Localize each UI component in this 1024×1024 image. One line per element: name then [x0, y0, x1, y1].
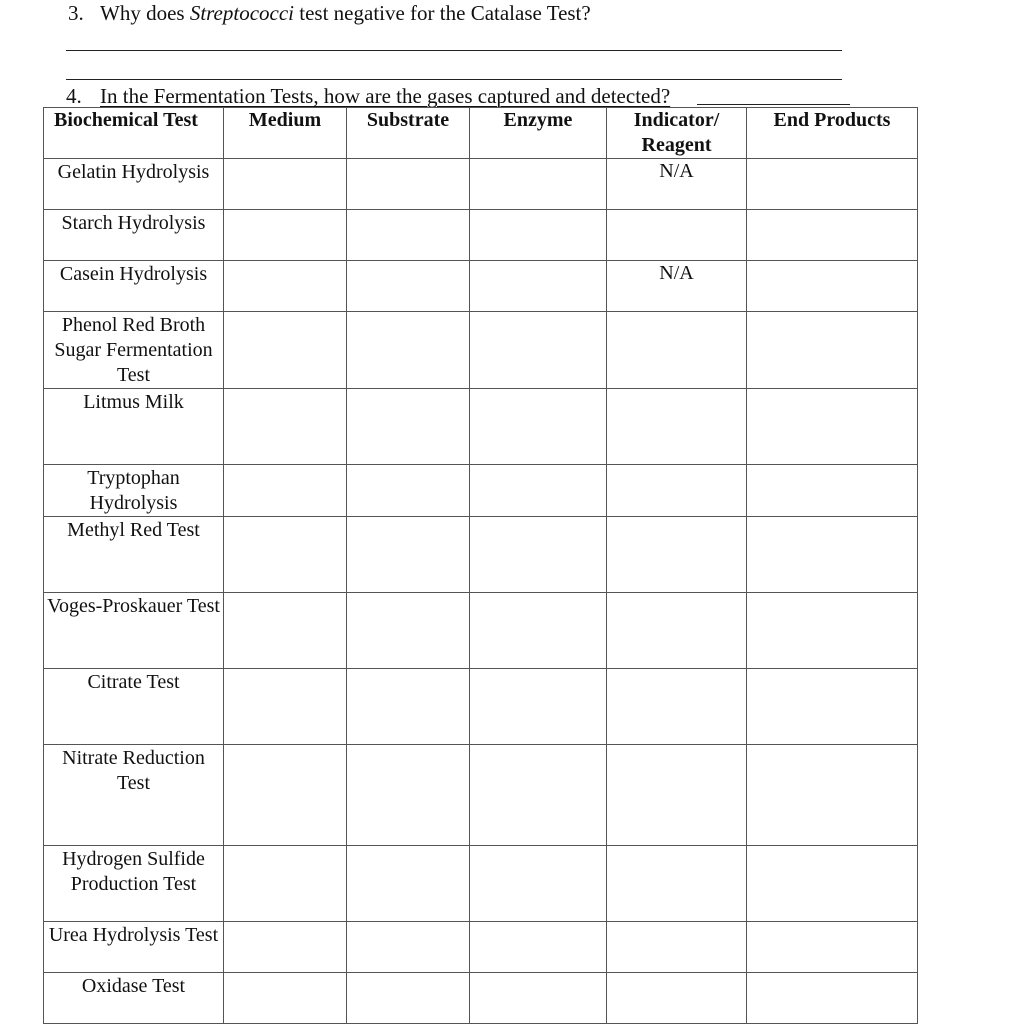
table-row — [44, 465, 918, 517]
enzyme-cell[interactable] — [470, 745, 607, 846]
header-end-products: End Products — [747, 108, 918, 159]
table-row — [44, 210, 918, 261]
medium-cell[interactable] — [224, 389, 347, 465]
answer-line-1[interactable] — [66, 50, 842, 51]
substrate-cell[interactable] — [347, 312, 470, 389]
substrate-cell[interactable] — [347, 973, 470, 1024]
end-products-cell[interactable] — [747, 745, 918, 846]
medium-cell[interactable] — [224, 973, 347, 1024]
end-products-cell[interactable] — [747, 389, 918, 465]
substrate-cell[interactable] — [347, 389, 470, 465]
medium-cell[interactable] — [224, 745, 347, 846]
enzyme-cell[interactable] — [470, 973, 607, 1024]
substrate-cell[interactable] — [347, 261, 470, 312]
indicator-cell[interactable]: N/A — [607, 159, 747, 210]
question-4-text: In the Fermentation Tests, how are the gases captured and detected? — [100, 84, 671, 108]
medium-cell[interactable] — [224, 669, 347, 745]
table-row — [44, 922, 918, 973]
question-4-answer-line[interactable] — [697, 104, 850, 105]
enzyme-cell[interactable] — [470, 159, 607, 210]
substrate-cell[interactable] — [347, 465, 470, 517]
substrate-cell[interactable] — [347, 745, 470, 846]
end-products-cell[interactable] — [747, 517, 918, 593]
indicator-cell[interactable]: N/A — [607, 261, 747, 312]
header-medium: Medium — [224, 108, 347, 159]
medium-cell[interactable] — [224, 465, 347, 517]
header-substrate: Substrate — [347, 108, 470, 159]
test-name-cell: Litmus Milk — [44, 389, 224, 465]
indicator-cell[interactable] — [607, 465, 747, 517]
enzyme-cell[interactable] — [470, 593, 607, 669]
table-row — [44, 159, 918, 210]
test-name-cell: Hydrogen Sulfide Production Test — [44, 846, 224, 922]
medium-cell[interactable] — [224, 517, 347, 593]
substrate-cell[interactable] — [347, 210, 470, 261]
medium-cell[interactable] — [224, 210, 347, 261]
medium-cell[interactable] — [224, 846, 347, 922]
indicator-cell[interactable] — [607, 922, 747, 973]
test-name-cell: Nitrate Reduction Test — [44, 745, 224, 846]
test-name-cell: Oxidase Test — [44, 973, 224, 1024]
substrate-cell[interactable] — [347, 669, 470, 745]
question-4 — [66, 83, 670, 109]
biochemical-tests-table — [43, 107, 918, 1024]
test-name-cell: Phenol Red Broth Sugar Fermentation Test — [44, 312, 224, 389]
indicator-cell[interactable] — [607, 973, 747, 1024]
end-products-cell[interactable] — [747, 669, 918, 745]
end-products-cell[interactable] — [747, 922, 918, 973]
substrate-cell[interactable] — [347, 593, 470, 669]
substrate-cell[interactable] — [347, 846, 470, 922]
test-name-cell: Methyl Red Test — [44, 517, 224, 593]
indicator-cell[interactable] — [607, 389, 747, 465]
indicator-cell[interactable] — [607, 745, 747, 846]
enzyme-cell[interactable] — [470, 389, 607, 465]
table-row — [44, 517, 918, 593]
table-row — [44, 745, 918, 846]
enzyme-cell[interactable] — [470, 312, 607, 389]
end-products-cell[interactable] — [747, 465, 918, 517]
test-name-cell: Voges-Proskauer Test — [44, 593, 224, 669]
question-3-suffix: test negative for the Catalase Test? — [294, 1, 591, 25]
substrate-cell[interactable] — [347, 159, 470, 210]
end-products-cell[interactable] — [747, 312, 918, 389]
question-3-number: 3. — [68, 1, 84, 25]
enzyme-cell[interactable] — [470, 669, 607, 745]
header-indicator-reagent: Indicator/ Reagent — [607, 108, 747, 159]
enzyme-cell[interactable] — [470, 261, 607, 312]
substrate-cell[interactable] — [347, 517, 470, 593]
medium-cell[interactable] — [224, 159, 347, 210]
medium-cell[interactable] — [224, 312, 347, 389]
header-enzyme: Enzyme — [470, 108, 607, 159]
end-products-cell[interactable] — [747, 159, 918, 210]
table-row — [44, 593, 918, 669]
question-3-organism: Streptococci — [189, 1, 295, 25]
test-name-cell: Urea Hydrolysis Test — [44, 922, 224, 973]
medium-cell[interactable] — [224, 922, 347, 973]
end-products-cell[interactable] — [747, 261, 918, 312]
header-biochemical-test: Biochemical Test — [44, 108, 224, 159]
question-3 — [68, 0, 591, 26]
table-row — [44, 846, 918, 922]
indicator-cell[interactable] — [607, 210, 747, 261]
substrate-cell[interactable] — [347, 922, 470, 973]
enzyme-cell[interactable] — [470, 210, 607, 261]
indicator-cell[interactable] — [607, 846, 747, 922]
enzyme-cell[interactable] — [470, 517, 607, 593]
enzyme-cell[interactable] — [470, 922, 607, 973]
indicator-cell[interactable] — [607, 593, 747, 669]
indicator-cell[interactable] — [607, 312, 747, 389]
table-row — [44, 389, 918, 465]
test-name-cell: Citrate Test — [44, 669, 224, 745]
table-row — [44, 669, 918, 745]
answer-line-2[interactable] — [66, 79, 842, 80]
test-name-cell: Gelatin Hydrolysis — [44, 159, 224, 210]
table-header-row — [44, 108, 918, 159]
table-row — [44, 261, 918, 312]
medium-cell[interactable] — [224, 593, 347, 669]
test-name-cell: Starch Hydrolysis — [44, 210, 224, 261]
indicator-cell[interactable] — [607, 669, 747, 745]
end-products-cell[interactable] — [747, 593, 918, 669]
test-name-cell: Tryptophan Hydrolysis — [44, 465, 224, 517]
medium-cell[interactable] — [224, 261, 347, 312]
table-row — [44, 312, 918, 389]
question-3-prefix: Why does — [100, 1, 190, 25]
end-products-cell[interactable] — [747, 846, 918, 922]
enzyme-cell[interactable] — [470, 846, 607, 922]
table-row — [44, 973, 918, 1024]
end-products-cell[interactable] — [747, 210, 918, 261]
indicator-cell[interactable] — [607, 517, 747, 593]
test-name-cell: Casein Hydrolysis — [44, 261, 224, 312]
enzyme-cell[interactable] — [470, 465, 607, 517]
end-products-cell[interactable] — [747, 973, 918, 1024]
question-4-number: 4. — [66, 84, 82, 108]
